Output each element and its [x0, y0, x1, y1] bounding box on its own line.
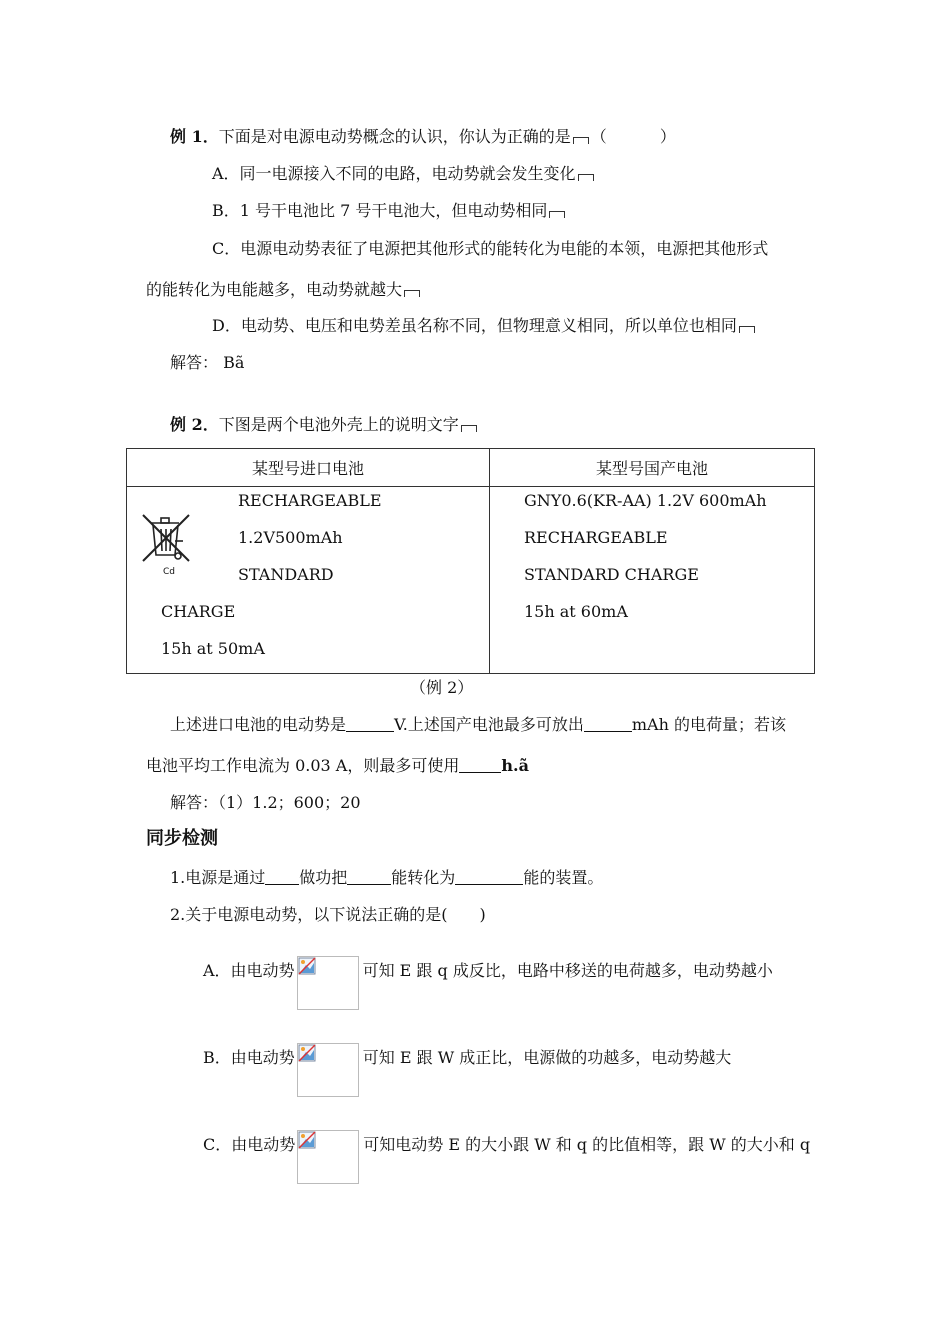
domestic-battery-header: 某型号国产电池 [490, 449, 815, 487]
q1-text: 做功把 [299, 868, 348, 887]
imported-line-charge: CHARGE [161, 602, 236, 621]
example1-question [170, 127, 700, 147]
q1-text: 能的装置。 [523, 868, 604, 887]
example1-answer: 解答： Bã [170, 353, 245, 372]
example2-label: 例 2． [170, 415, 219, 434]
option-c-text: 的能转化为电能越多，电动势就越大 [146, 280, 403, 299]
option-a-text: A．同一电源接入不同的电路，电动势就会发生变化 [212, 164, 576, 183]
battery-table [126, 448, 815, 674]
broken-image-icon [298, 957, 316, 975]
sync-option-b [203, 1043, 731, 1097]
domestic-line-rechargeable: RECHARGEABLE [524, 528, 668, 547]
formula-image-placeholder [297, 956, 359, 1010]
domestic-battery-cell [490, 487, 815, 674]
domestic-line-time: 15h at 60mA [524, 602, 628, 621]
example1-option-c-line1: C．电源电动势表征了电源把其他形式的能转化为电能的本领，电源把其他形式 [212, 239, 769, 258]
example2-fill-line1 [170, 715, 786, 735]
answer-blank [347, 868, 391, 885]
imported-battery-header: 某型号进口电池 [127, 449, 490, 487]
cd-label: Cd [163, 567, 175, 577]
sync-option-c [203, 1130, 810, 1184]
example2-question-text: 下图是两个电池外壳上的说明文字 [218, 415, 459, 434]
formula-image-placeholder [297, 1043, 359, 1097]
broken-image-icon [298, 1044, 316, 1062]
example1-label: 例 1． [170, 127, 219, 146]
paragraph-mark-icon [739, 326, 755, 333]
paragraph-mark-icon [404, 290, 420, 297]
answer-blank [455, 868, 523, 885]
sync-heading: 同步检测 [146, 828, 218, 849]
q1-text: 1.电源是通过 [170, 868, 266, 887]
fill-text: h.ã [501, 756, 529, 775]
example2-caption: （例 2） [410, 678, 474, 697]
option-prefix: C．由电动势 [203, 1135, 296, 1154]
example1-question-text: 下面是对电源电动势概念的认识，你认为正确的是 [218, 127, 571, 146]
domestic-line-model: GNY0.6(KR-AA) 1.2V 600mAh [524, 491, 767, 510]
paragraph-mark-icon [461, 425, 477, 432]
paragraph-mark-icon [573, 137, 589, 144]
formula-image-placeholder [297, 1130, 359, 1184]
imported-line-time: 15h at 50mA [161, 639, 265, 658]
imported-battery-cell [127, 487, 490, 674]
sync-question-2: 2.关于电源电动势，以下说法正确的是( ) [170, 905, 486, 924]
option-prefix: B．由电动势 [203, 1048, 295, 1067]
option-suffix: 可知电动势 E 的大小跟 W 和 q 的比值相等，跟 W 的大小和 q [363, 1135, 811, 1154]
example2-fill-line2 [146, 756, 529, 776]
sync-option-a [203, 956, 773, 1010]
q1-text: 能转化为 [391, 868, 456, 887]
option-suffix: 可知 E 跟 W 成正比，电源做的功越多，电动势越大 [362, 1048, 732, 1067]
fill-text: V.上述国产电池最多可放出 [394, 715, 584, 734]
answer-blank [584, 715, 632, 732]
example1-option-c-line2 [146, 280, 420, 300]
answer-blank [459, 756, 501, 773]
example1-option-d [212, 316, 755, 336]
answer-blank [265, 868, 299, 885]
fill-text: mAh 的电荷量；若该 [631, 715, 786, 734]
imported-line-standard: STANDARD [238, 565, 334, 584]
option-prefix: A．由电动势 [203, 961, 295, 980]
paragraph-mark-icon [549, 211, 565, 218]
domestic-line-standard-charge: STANDARD CHARGE [524, 565, 699, 584]
imported-line-rating: 1.2V500mAh [238, 528, 343, 547]
option-b-text: B．1 号干电池比 7 号干电池大，但电动势相同 [212, 201, 548, 220]
example2-question [170, 415, 477, 435]
answer-blank [346, 715, 394, 732]
paragraph-mark-icon [578, 174, 594, 181]
option-d-text: D．电动势、电压和电势差虽名称不同，但物理意义相同，所以单位也相同 [212, 316, 737, 335]
fill-text: 电池平均工作电流为 0.03 A，则最多可使用 [146, 756, 460, 775]
example1-option-a [212, 164, 594, 184]
example1-option-b [212, 201, 565, 221]
imported-line-rechargeable: RECHARGEABLE [238, 491, 382, 510]
option-suffix: 可知 E 跟 q 成反比，电路中移送的电荷越多，电动势越小 [362, 961, 773, 980]
broken-image-icon [298, 1131, 316, 1149]
example1-paren: （ ） [590, 127, 700, 146]
sync-question-1 [170, 868, 603, 888]
example2-answer: 解答：（1）1.2；600；20 [170, 793, 361, 812]
fill-text: 上述进口电池的电动势是 [170, 715, 347, 734]
